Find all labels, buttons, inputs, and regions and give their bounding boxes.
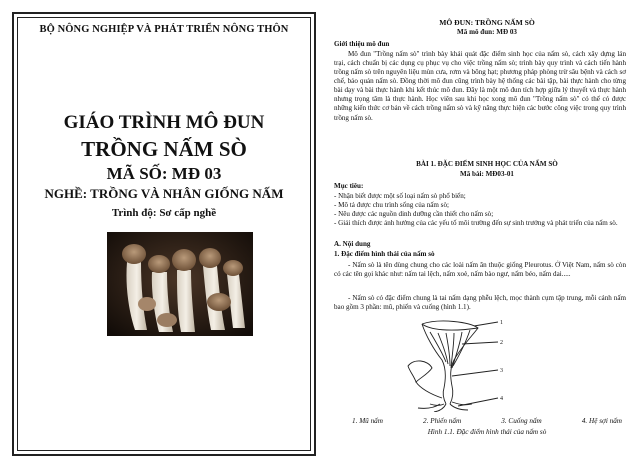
objective-item: - Mô tả được chu trình sống của nấm sò; <box>334 201 449 210</box>
module-title: MÔ ĐUN: TRỒNG NẤM SÒ <box>439 18 535 27</box>
cover-curriculum-title: GIÁO TRÌNH MÔ ĐUN <box>63 112 265 133</box>
figure-label: 3. Cuống nấm <box>501 417 542 425</box>
section-paragraph-2: - Nấm sò có đặc điểm chung là tai nấm dạng phễu lệch, mọc thành cụm tập trung, mỗi cánh nấm bao gồm 3 phần: mũ, phiến và cuống (hình 1.1). <box>334 294 626 312</box>
cover-page <box>4 4 322 454</box>
figure-number-4: 4 <box>500 396 503 402</box>
cover-trade: NGHỀ: TRỒNG VÀ NHÂN GIỐNG NẤM <box>44 186 284 201</box>
module-code: Mã mô đun: MĐ 03 <box>457 28 517 36</box>
intro-heading: Giới thiệu mô đun <box>334 40 390 48</box>
figure-label: 4. Hệ sợi nấm <box>581 417 622 425</box>
figure-legend <box>352 417 622 425</box>
figure-number-2: 2 <box>500 340 503 346</box>
section-paragraph-1: - Nấm sò là tên dùng chung cho các loài nấm ăn thuộc giống Pleurotus. Ở Việt Nam, nấm sò còn có các tên gọi khác như: nấm tai lệch, nấm xoè, nấm bào ngư, nấm béo, nấm dai..... <box>334 261 626 279</box>
objective-item: - Giải thích được ảnh hưởng của các yếu tố môi trường đến sự sinh trưởng và phát triển của nấm sò. <box>334 219 618 228</box>
oyster-mushroom-photo <box>107 232 253 336</box>
figure-label: 2. Phiến nấm <box>423 417 462 425</box>
cover-level: Trình độ: Sơ cấp nghề <box>111 207 217 219</box>
section-heading: 1. Đặc điểm hình thái của nấm sò <box>334 250 435 258</box>
figure-number-3: 3 <box>500 368 503 374</box>
cover-subject-title: TRỒNG NẤM SÒ <box>81 137 247 161</box>
cover-ministry: BỘ NÔNG NGHIỆP VÀ PHÁT TRIỂN NÔNG THÔN <box>39 24 289 35</box>
objectives-heading: Mục tiêu: <box>334 182 364 190</box>
figure-number-1: 1 <box>500 320 503 326</box>
lesson-code: Mã bài: MĐ03-01 <box>460 170 514 178</box>
figure-label: 1. Mũ nấm <box>352 417 383 425</box>
figure-caption: Hình 1.1. Đặc điểm hình thái của nấm sò <box>427 428 547 436</box>
content-heading: A. Nội dung <box>334 240 371 248</box>
cover-module-code: MÃ SỐ: MĐ 03 <box>106 164 222 183</box>
lesson-title: BÀI 1. ĐẶC ĐIỂM SINH HỌC CỦA NẤM SÒ <box>416 160 558 168</box>
intro-paragraph: Mô đun "Trồng nấm sò" trình bày khái quát đặc điểm sinh học của nấm sò, cách xây dựng lán trại, cách chuẩn bị các dụng cụ phục vụ cho việc trồng nấm sò; trình bày quy trình và cách tiến hành trồng nấm sò trên nguyên liệu mùn cưa, rơm và bông hạt; phương pháp phòng trừ sâu bệnh và cách sơ chế, bảo quản nấm sò. Đồng thời mô đun cũng trình bày hệ thống các bài tập, bài thực hành cho từng bài dạy và bài thực hành khi kết thúc mô đun. Đây là một mô đun tích hợp giữa lý thuyết và thực hành nhưng trọng tâm là thực hành. Học viên sau khi học xong mô đun "Trồng nấm sò" có thể có được những kiến thức cơ bản về cách trồng nấm sò và kỹ năng thực hiện các bước công việc trong quy trình trồng nấm sò. <box>334 50 626 122</box>
objective-item: - Nhận biết được một số loại nấm sò phổ biến; <box>334 192 466 200</box>
objectives-list <box>334 192 624 228</box>
objective-item: - Nêu được các nguồn dinh dưỡng cần thiết cho nấm sò; <box>334 210 494 219</box>
mushroom-diagram <box>400 316 510 412</box>
